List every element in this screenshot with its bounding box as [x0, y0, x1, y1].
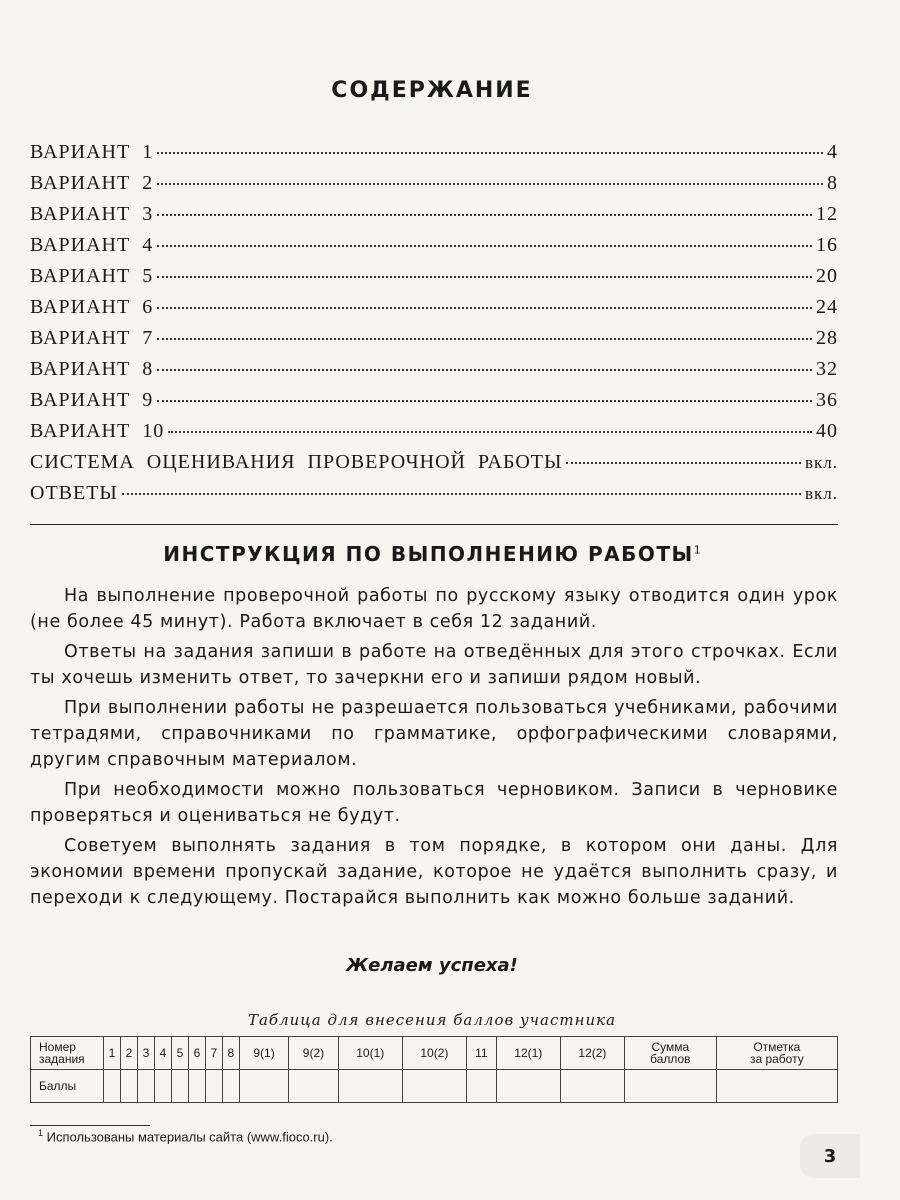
toc-entry-page: 16	[816, 234, 838, 256]
toc-entry	[30, 389, 838, 420]
instructions-footnote-mark: 1	[693, 543, 701, 557]
toc-entry-page: 20	[816, 265, 838, 287]
toc-entry	[30, 327, 838, 358]
score-cell[interactable]	[496, 1070, 560, 1103]
task-column-header: 4	[154, 1037, 171, 1070]
score-cell[interactable]	[171, 1070, 188, 1103]
instructions-body	[30, 583, 838, 915]
mark-header-line2: за работу	[749, 1052, 804, 1066]
toc-leader-dots	[157, 183, 823, 185]
footnote-mark: 1	[38, 1128, 44, 1138]
toc-entry-label: ВАРИАНТ 8	[30, 358, 154, 380]
score-cell[interactable]	[188, 1070, 205, 1103]
sum-cell[interactable]	[624, 1070, 716, 1103]
toc-leader-dots	[157, 276, 812, 278]
toc-entry-label: ВАРИАНТ 1	[30, 141, 154, 163]
toc-entry	[30, 234, 838, 265]
score-cell[interactable]	[466, 1070, 496, 1103]
toc-leader-dots	[157, 338, 812, 340]
score-cell[interactable]	[120, 1070, 137, 1103]
score-cell[interactable]	[560, 1070, 624, 1103]
score-cell[interactable]	[338, 1070, 402, 1103]
task-column-header: 10(1)	[338, 1037, 402, 1070]
toc-entry-page: 4	[827, 141, 838, 163]
toc-leader-dots	[157, 307, 812, 309]
toc-entry-label: ВАРИАНТ 2	[30, 172, 154, 194]
toc-entry	[30, 296, 838, 327]
task-column-header: 11	[466, 1037, 496, 1070]
toc-entry-page: 24	[816, 296, 838, 318]
task-number-header	[31, 1037, 104, 1070]
task-column-header: 2	[120, 1037, 137, 1070]
toc-entry-label: ВАРИАНТ 5	[30, 265, 154, 287]
instruction-paragraph: При необходимости можно пользоваться черновиком. Записи в черновике проверяться и оцениваться не будут.	[30, 780, 838, 826]
sum-header	[624, 1037, 716, 1070]
task-column-header: 9(2)	[289, 1037, 338, 1070]
instruction-paragraph: Ответы на задания запиши в работе на отведённых для этого строчках. Если ты хочешь изменить ответ, то зачеркни его и запиши рядом новый.	[30, 642, 838, 688]
toc-entry	[30, 482, 838, 513]
score-cell[interactable]	[104, 1070, 121, 1103]
toc-entry-page: вкл.	[804, 453, 838, 472]
toc-leader-dots	[157, 214, 812, 216]
toc-leader-dots	[157, 369, 812, 371]
task-header-line2: задания	[39, 1052, 85, 1066]
instruction-paragraph: При выполнении работы не разрешается пользоваться учебниками, рабочими тетрадями, справочниками по грамматике, орфографическими словарями, другим справочным материалом.	[30, 698, 838, 770]
toc-leader-dots	[122, 493, 801, 495]
contents-title: СОДЕРЖАНИЕ	[331, 78, 533, 103]
toc-entry-label: ВАРИАНТ 10	[30, 420, 165, 442]
toc-leader-dots	[168, 431, 812, 433]
footnote	[38, 1128, 333, 1144]
instruction-paragraph: На выполнение проверочной работы по русскому языку отводится один урок (не более 45 минут). Работа включает в себя 12 заданий.	[30, 586, 838, 632]
toc-entry-label: ВАРИАНТ 4	[30, 234, 154, 256]
task-column-header: 10(2)	[402, 1037, 466, 1070]
toc-entry-page: 8	[827, 172, 838, 194]
toc-entry-label: СИСТЕМА ОЦЕНИВАНИЯ ПРОВЕРОЧНОЙ РАБОТЫ	[30, 451, 563, 473]
instructions-title-text: ИНСТРУКЦИЯ ПО ВЫПОЛНЕНИЮ РАБОТЫ	[163, 542, 694, 566]
toc-leader-dots	[157, 400, 812, 402]
task-header-line1: Номер	[39, 1040, 76, 1054]
toc-entry-label: ВАРИАНТ 3	[30, 203, 154, 225]
task-column-header: 5	[171, 1037, 188, 1070]
toc-leader-dots	[157, 152, 823, 154]
task-column-header: 12(1)	[496, 1037, 560, 1070]
page-number: 3	[800, 1134, 860, 1178]
mark-cell[interactable]	[716, 1070, 837, 1103]
mark-header-line1: Отметка	[753, 1040, 801, 1054]
score-cell[interactable]	[205, 1070, 222, 1103]
toc-entry	[30, 265, 838, 296]
task-column-header: 12(2)	[560, 1037, 624, 1070]
footnote-divider	[30, 1125, 150, 1126]
toc-entry	[30, 172, 838, 203]
task-column-header: 7	[205, 1037, 222, 1070]
toc-entry	[30, 141, 838, 172]
score-table-caption: Таблица для внесения баллов участника	[247, 1011, 617, 1029]
task-column-header: 6	[188, 1037, 205, 1070]
mark-header	[716, 1037, 837, 1070]
score-row-label: Баллы	[31, 1070, 104, 1103]
score-cell[interactable]	[289, 1070, 338, 1103]
task-column-header: 3	[137, 1037, 154, 1070]
toc-entry-page: 28	[816, 327, 838, 349]
score-table	[30, 1036, 838, 1103]
toc-leader-dots	[157, 245, 812, 247]
score-table-header-row	[31, 1037, 838, 1070]
toc-entry-page: вкл.	[804, 484, 838, 503]
toc-entry-page: 12	[816, 203, 838, 225]
toc-entry	[30, 451, 838, 482]
score-cell[interactable]	[222, 1070, 239, 1103]
task-column-header: 1	[104, 1037, 121, 1070]
toc-entry-page: 40	[816, 420, 838, 442]
toc-entry	[30, 203, 838, 234]
task-column-header: 9(1)	[239, 1037, 288, 1070]
table-of-contents	[30, 141, 838, 513]
score-cell[interactable]	[137, 1070, 154, 1103]
instruction-paragraph: Советуем выполнять задания в том порядке, в котором они даны. Для экономии времени пропускай задание, которое не удаётся выполнить сразу, и переходи к следующему. Постарайся выполнить как можно больше заданий.	[30, 836, 838, 908]
toc-leader-dots	[566, 462, 801, 464]
toc-entry-page: 32	[816, 358, 838, 380]
good-luck-wish: Желаем успеха!	[346, 955, 518, 976]
task-column-header: 8	[222, 1037, 239, 1070]
score-cell[interactable]	[154, 1070, 171, 1103]
toc-entry	[30, 420, 838, 451]
toc-entry-label: ВАРИАНТ 7	[30, 327, 154, 349]
score-table-score-row	[31, 1070, 838, 1103]
toc-entry-label: ОТВЕТЫ	[30, 482, 118, 504]
sum-header-line2: баллов	[650, 1052, 691, 1066]
sum-header-line1: Сумма	[651, 1040, 690, 1054]
score-cell[interactable]	[239, 1070, 288, 1103]
footnote-text: Использованы материалы сайта (www.fioco.ru).	[46, 1129, 333, 1145]
score-cell[interactable]	[402, 1070, 466, 1103]
instructions-title	[0, 542, 864, 566]
section-divider	[30, 524, 838, 525]
toc-entry-page: 36	[816, 389, 838, 411]
toc-entry-label: ВАРИАНТ 6	[30, 296, 154, 318]
toc-entry	[30, 358, 838, 389]
toc-entry-label: ВАРИАНТ 9	[30, 389, 154, 411]
